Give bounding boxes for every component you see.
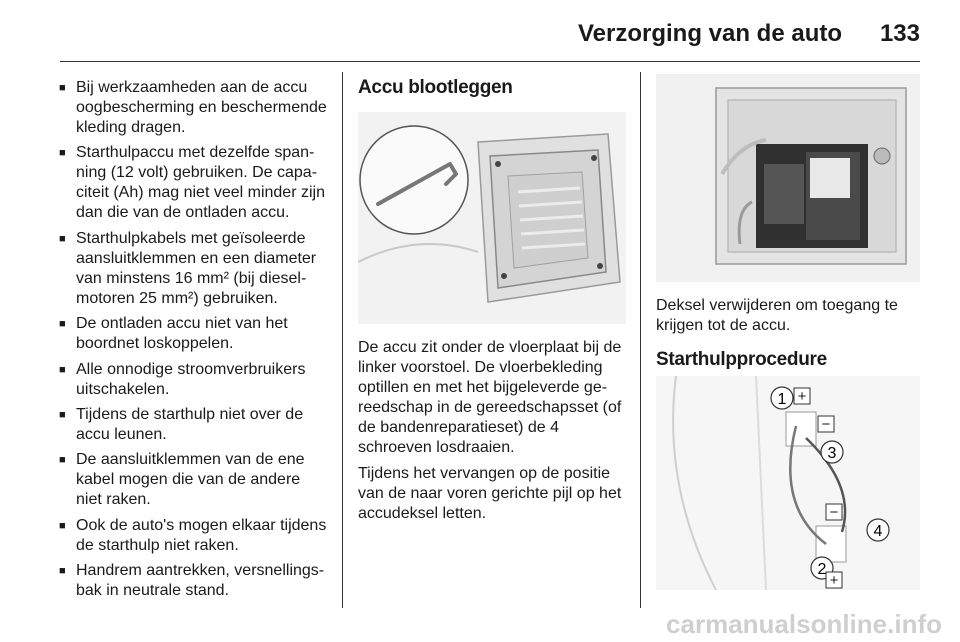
list-item: ■ Handrem aantrekken, versnellingsbak in neutrale stand.: [58, 561, 330, 601]
left-column: [58, 70, 330, 607]
column-divider-left: [342, 72, 343, 608]
list-item: ■ De ontladen accu niet van het boordnet loskoppelen.: [58, 314, 330, 354]
svg-text:+: +: [829, 572, 839, 589]
diagram-label-3: 3: [827, 445, 837, 462]
safety-bullet-list: [58, 78, 330, 601]
svg-text:−: −: [829, 504, 839, 521]
svg-text:+: +: [797, 388, 807, 405]
diagram-label-4: 4: [873, 523, 883, 540]
section-heading-battery-access: Accu blootleggen: [358, 77, 513, 98]
list-item: ■ Tijdens de starthulp niet over de accu leunen.: [58, 405, 330, 445]
middle-column: [358, 70, 626, 530]
page-number: 133: [879, 20, 920, 47]
chapter-title: Verzorging van de auto: [577, 20, 842, 47]
right-column: [656, 70, 924, 590]
battery-location-paragraph: De accu zit onder de vloerplaat bij de linker voorstoel. De vloerbekleding optillen en met het bijgeleverde gereedschap in de gereedschapsset (of de bandenreparatieset) de 4 schroeven losdraaien.: [358, 339, 622, 456]
list-item: ■ Bij werkzaamheden aan de accu oogbescherming en beschermende kleding dragen.: [58, 78, 330, 138]
jump-start-diagram: [656, 376, 920, 590]
diagram-label-2: 2: [817, 561, 827, 578]
diagram-label-1: 1: [777, 391, 787, 408]
battery-compartment-illustration: [656, 74, 920, 282]
column-divider-right: [640, 72, 641, 608]
image-caption: Deksel verwijderen om toegang te krijgen tot de accu.: [656, 297, 898, 334]
arrow-note-paragraph: Tijdens het vervangen op de positie van de naar voren gerichte pijl op het accudeksel letten.: [358, 465, 622, 522]
floor-plate-illustration: [358, 112, 626, 324]
section-heading-jump-start: Starthulpprocedure: [656, 349, 827, 370]
svg-text:−: −: [821, 416, 831, 433]
header-rule: [60, 61, 920, 62]
list-item: ■ Alle onnodige stroomverbruikers uitschakelen.: [58, 360, 330, 400]
list-item: ■ Starthulpkabels met geïsoleerde aansluitklemmen en een diameter van minstens 16 mm² (bij dieselmotoren 25 mm²) gebruiken.: [58, 229, 330, 309]
list-item: ■ Ook de auto's mogen elkaar tijdens de starthulp niet raken.: [58, 516, 330, 556]
list-item: ■ De aansluitklemmen van de ene kabel mogen die van de andere niet raken.: [58, 450, 330, 510]
page-header: [60, 14, 920, 58]
list-item: ■ Starthulpaccu met dezelfde spanning (12 volt) gebruiken. De capaciteit (Ah) mag niet veel minder zijn dan die van de ontladen accu.: [58, 143, 330, 223]
watermark: carmanualsonline.info: [666, 609, 942, 639]
